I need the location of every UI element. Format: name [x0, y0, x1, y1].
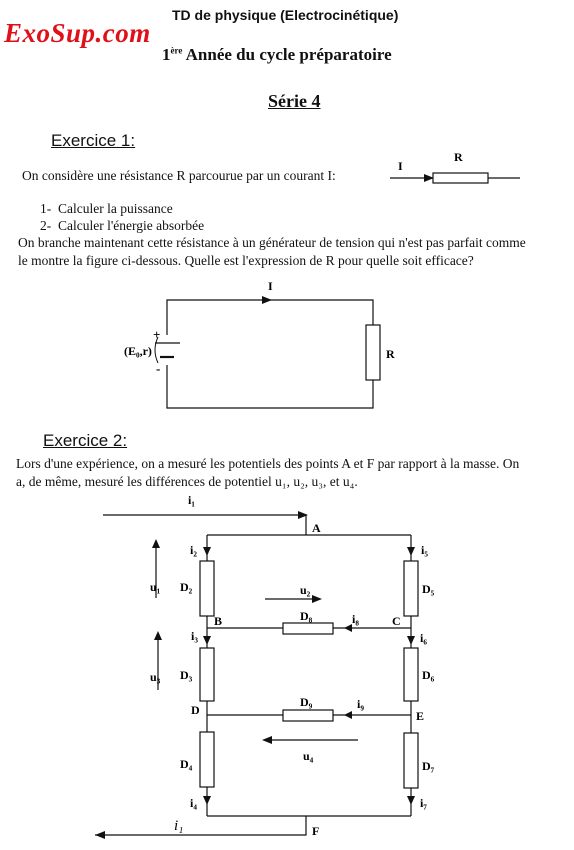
resistor-figure	[380, 148, 525, 188]
current-i7-label: i₇	[420, 796, 427, 810]
current-i8-label: i₈	[352, 612, 359, 626]
minus-terminal: -	[156, 361, 161, 376]
list-item-number: 2-	[40, 218, 52, 233]
dipole-d5	[404, 561, 418, 616]
node-f-label: F	[312, 824, 320, 838]
current-i9-label: i₉	[357, 697, 364, 711]
circuit-resistor	[366, 325, 380, 380]
dipole-d8-label: D₈	[300, 609, 313, 623]
resistor-symbol	[433, 173, 488, 183]
list-item	[40, 201, 173, 217]
year-label: Année du cycle préparatoire	[182, 45, 392, 64]
current-i4-label: i₄	[190, 796, 197, 810]
resistor-label: R	[454, 150, 463, 164]
resistor-current-label: I	[398, 159, 403, 173]
voltage-u3-label: u₃	[150, 670, 161, 684]
list-item-text: Calculer la puissance	[58, 201, 173, 216]
dipole-d9	[283, 710, 333, 721]
year-title	[162, 45, 392, 65]
dipole-d4	[200, 732, 214, 787]
exercise-1-paragraph-line-2: le montre la figure ci-dessous. Quelle est l'expression de R pour quelle soit efficace?	[18, 253, 474, 268]
node-c-label: C	[392, 614, 401, 628]
list-item-text: Calculer l'énergie absorbée	[58, 218, 205, 233]
source-label: (E₀,r)	[124, 344, 152, 358]
node-e-label: E	[416, 709, 425, 723]
series-title: Série 4	[268, 91, 321, 111]
dipole-d6-label: D₆	[422, 668, 435, 682]
dipole-d2	[200, 561, 214, 616]
generator-circuit-diagram	[110, 275, 420, 420]
node-b-label: B	[214, 614, 223, 628]
node-d-label: D	[191, 703, 200, 717]
dipole-d3-label: D₃	[180, 668, 193, 682]
exercise-1-heading: Exercice 1:	[51, 131, 136, 150]
exercise-2-paragraph-line-2: a, de même, mesuré les différences de potentiel u₁, u₂, u₃, et u₄.	[16, 474, 358, 489]
dipole-d9-label: D₉	[300, 695, 313, 709]
dipole-d5-label: D₅	[422, 582, 435, 596]
current-i3-label: i₃	[191, 629, 198, 643]
current-i1-label: i₁	[188, 493, 195, 507]
year-number: 1	[162, 45, 171, 64]
dipole-d2-label: D₂	[180, 580, 193, 594]
circuit-resistor-label: R	[386, 347, 395, 361]
voltage-u4-label: u₄	[303, 749, 314, 763]
exercise-1-paragraph-line-1: On branche maintenant cette résistance à un générateur de tension qui n'est pas parfait comme	[18, 235, 526, 250]
exercise-2-paragraph-line-1: Lors d'une expérience, on a mesuré les potentiels des points A et F par rapport à la masse. On	[16, 456, 520, 471]
voltage-u2-label: u₂	[300, 583, 311, 597]
node-a-label: A	[312, 521, 321, 535]
dipole-d3	[200, 648, 214, 701]
list-item	[40, 218, 204, 234]
exercise-1-intro: On considère une résistance R parcourue par un courant I:	[22, 168, 336, 183]
dipole-d6	[404, 648, 418, 701]
plus-terminal: +	[153, 327, 161, 342]
course-title: TD de physique (Electrocinétique)	[172, 7, 399, 23]
current-i2-label: i₂	[190, 543, 197, 557]
dipole-d8	[283, 623, 333, 634]
current-i6-label: i₆	[420, 631, 427, 645]
circuit-current-label: I	[268, 279, 273, 293]
current-i5-label: i₅	[421, 543, 428, 557]
dipole-d4-label: D₄	[180, 757, 193, 771]
dipole-d7-label: D₇	[422, 759, 435, 773]
bottom-current-label: i₁	[174, 818, 184, 834]
site-logo: ExoSup.com	[4, 18, 151, 48]
list-item-number: 1-	[40, 201, 52, 216]
year-superscript: ère	[170, 45, 183, 56]
voltage-u1-label: u₁	[150, 580, 161, 594]
exercise-2-heading: Exercice 2:	[43, 431, 128, 450]
bridge-circuit-diagram	[0, 490, 574, 850]
dipole-d7	[404, 733, 418, 788]
